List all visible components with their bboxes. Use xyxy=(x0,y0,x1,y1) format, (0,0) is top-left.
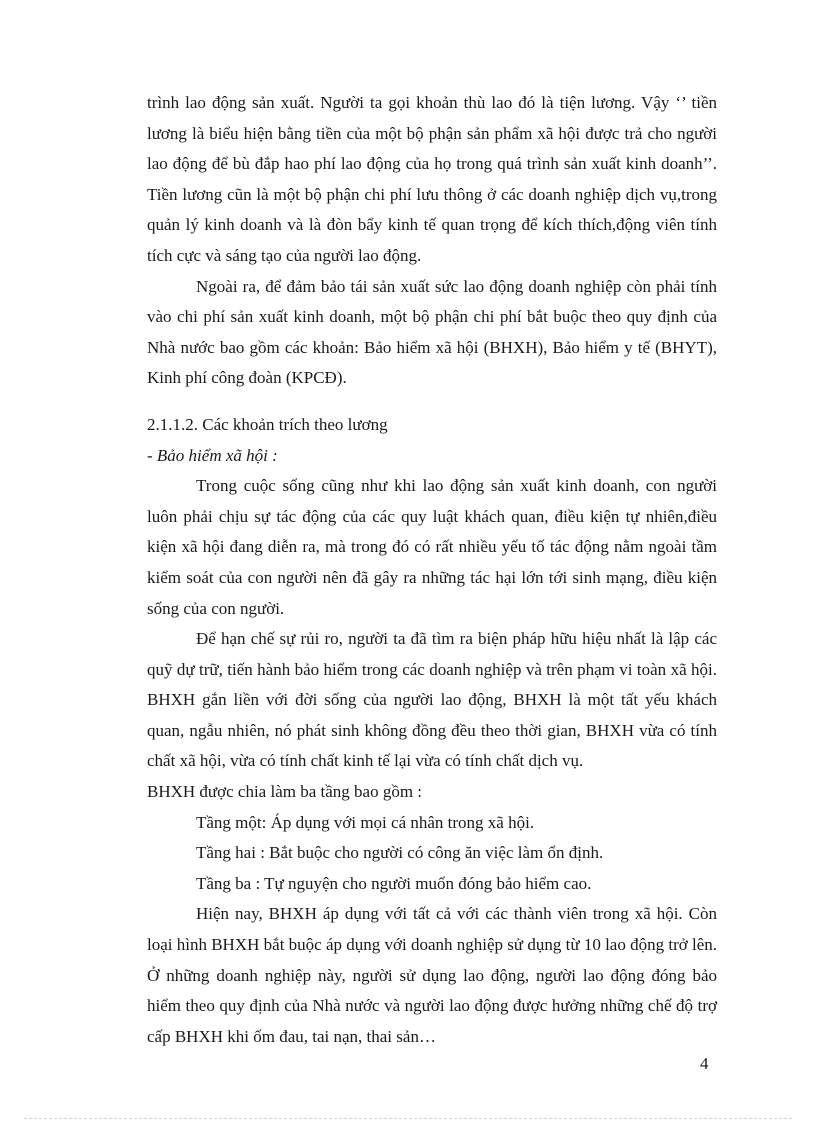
tier-one: Tầng một: Áp dụng với mọi cá nhân trong xã hội. xyxy=(196,812,535,832)
subsection-heading: - Bảo hiểm xã hội : xyxy=(147,445,278,465)
page-number: 4 xyxy=(700,1054,709,1073)
paragraph-tiers-intro: BHXH được chia làm ba tầng bao gồm : xyxy=(147,782,423,802)
tier-three: Tầng ba : Tự nguyện cho người muốn đóng bảo hiểm cao. xyxy=(196,873,592,893)
page-body xyxy=(147,88,717,1052)
section-heading: 2.1.1.2. Các khoản trích theo lương xyxy=(147,414,388,434)
page-bottom-divider xyxy=(24,1118,792,1119)
paragraph-mandatory-costs: Ngoài ra, để đảm bảo tái sản xuất sức lao động doanh nghiệp còn phải tính vào chi phí sản xuất kinh doanh, một bộ phận chi phí bắt buộc theo quy định của Nhà nước bao gồm các khoản: Bảo hiểm xã hội (BHXH), Bảo hiểm y tế (BHYT), Kinh phí công đoàn (KPCĐ). xyxy=(147,276,717,388)
paragraph-wage-definition: trình lao động sản xuất. Người ta gọi khoản thù lao đó là tiện lương. Vậy ‘’ tiền lương là biểu hiện bằng tiền của một bộ phận sản phẩm xã hội được trả cho người lao động để bù đắp hao phí lao động của họ trong quá trình sản xuất kinh doanh’’. Tiền lương cũn là một bộ phận chi phí lưu thông ở các doanh nghiệp dịch vụ,trong quản lý kinh doanh và là đòn bẩy kinh tế quan trọng để kích thích,động viên tính tích cực và sáng tạo của người lao động. xyxy=(147,93,717,265)
paragraph-risk-mitigation: Để hạn chế sự rủi ro, người ta đã tìm ra biện pháp hữu hiệu nhất là lập các quỹ dự trữ, tiến hành bảo hiểm trong các doanh nghiệp và trên phạm vi toàn xã hội. BHXH gắn liền với đời sống của người lao động, BHXH là một tất yếu khách quan, ngẫu nhiên, nó phát sinh không đồng đều theo thời gian, BHXH vừa có tính chất xã hội, vừa có tính chất kinh tế lại vừa có tính chất dịch vụ. xyxy=(147,629,717,771)
tier-two: Tầng hai : Bắt buộc cho người có công ăn việc làm ổn định. xyxy=(196,843,604,863)
paragraph-current-application: Hiện nay, BHXH áp dụng với tất cả với các thành viên trong xã hội. Còn loại hình BHXH bắt buộc áp dụng với doanh nghiệp sử dụng từ 10 lao động trở lên. Ở những doanh nghiệp này, người sử dụng lao động, người lao động đóng bảo hiểm theo quy định của Nhà nước và người lao động được hưởng những chế độ trợ cấp BHXH khi ốm đau, tai nạn, thai sản… xyxy=(147,904,717,1046)
paragraph-life-risks: Trong cuộc sống cũng như khi lao động sản xuất kinh doanh, con người luôn phải chịu sự tác động của các quy luật khách quan, điều kiện tự nhiên,điều kiện xã hội đang diễn ra, mà trong đó có rất nhiều yếu tố tác động nằm ngoài tầm kiểm soát của con người nên đã gây ra những tác hại lớn tới sinh mạng, điều kiện sống của con người. xyxy=(147,476,717,618)
